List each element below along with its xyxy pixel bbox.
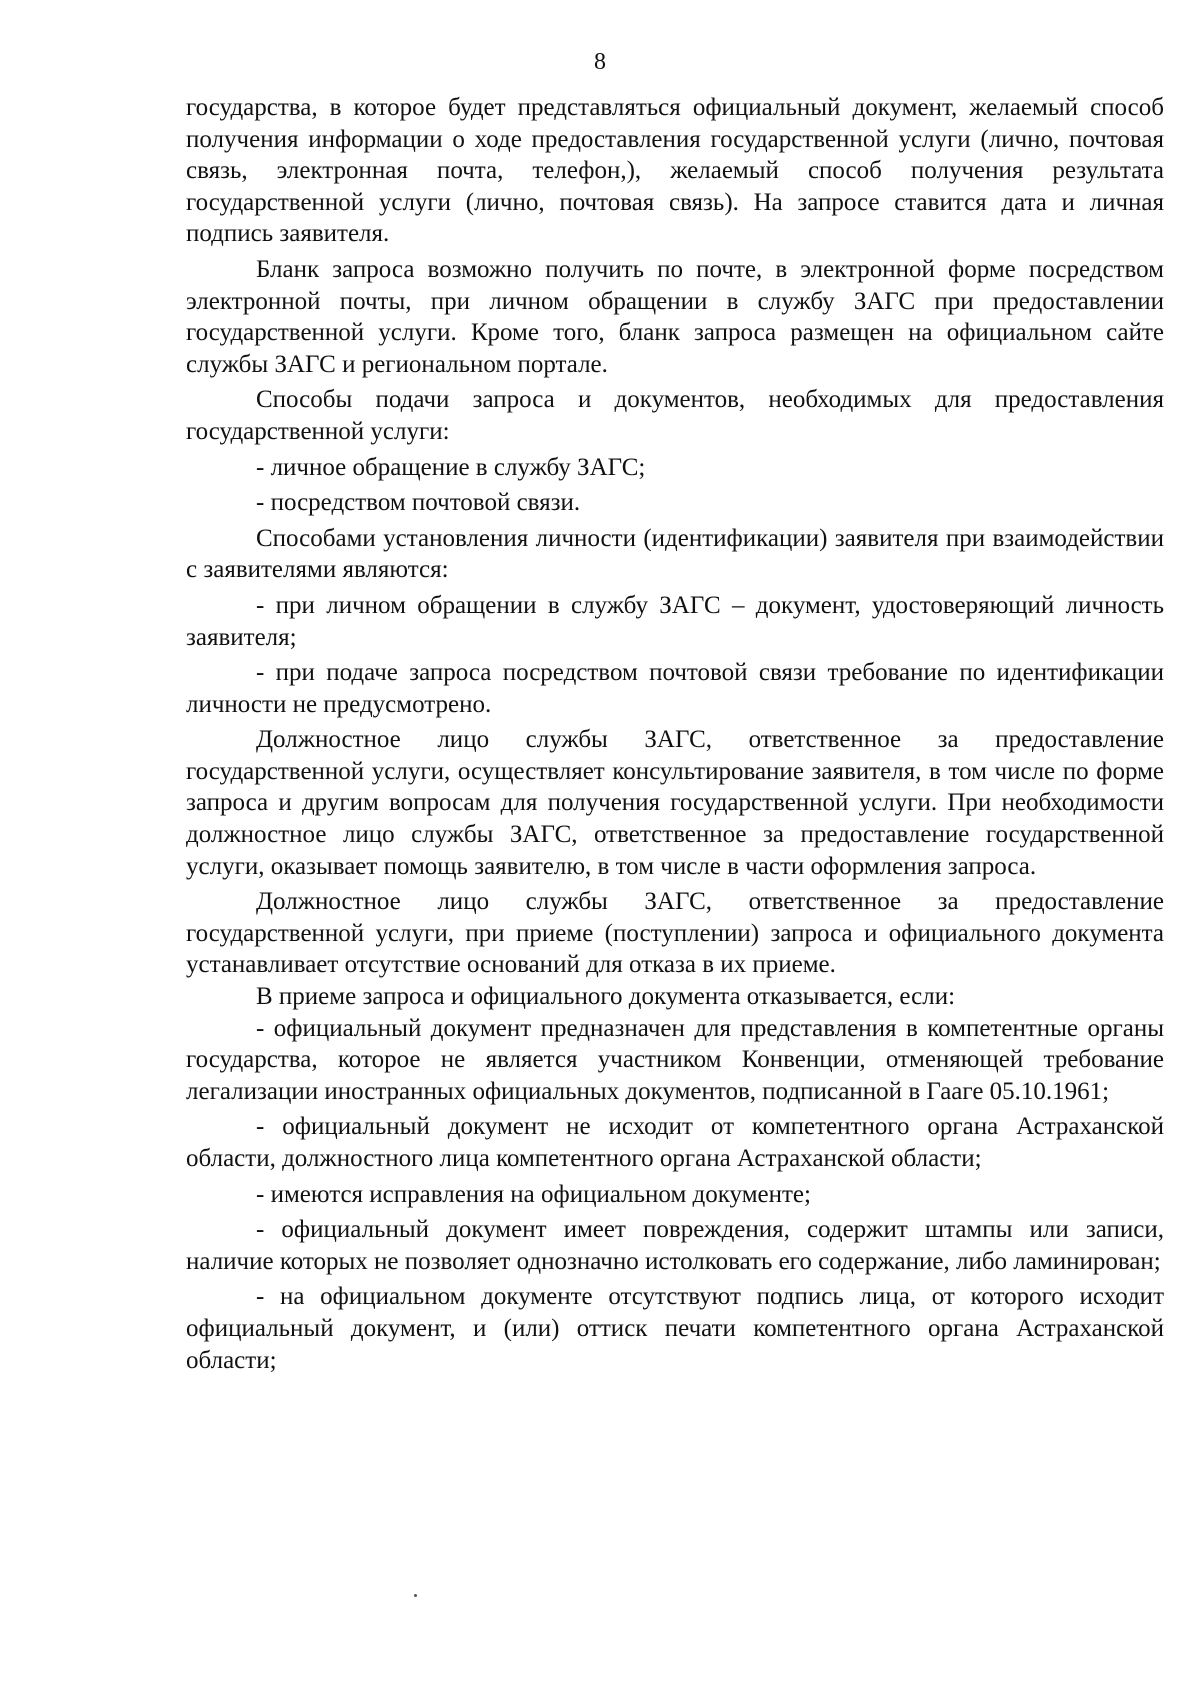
paragraph-identification-methods: Способами установления личности (идентификации) заявителя при взаимодействии с заявителями являются: — [186, 524, 1164, 584]
paragraph-request-form: Бланк запроса возможно получить по почте, в электронной форме посредством электронной почты, при личном обращении в службу ЗАГС при предоставлении государственной услуги. Кроме того, бланк запроса размещен на официальном сайте службы ЗАГС и региональном портале. — [186, 255, 1164, 378]
list-item-refusal-convention: - официальный документ предназначен для представления в компетентные органы государства, которое не является участником Конвенции, отменяющей требование легализации иностранных официальных документов, подписанной в Гааге 05.10.1961; — [186, 1014, 1164, 1105]
list-item-personal-visit: - личное обращение в службу ЗАГС; — [256, 453, 646, 481]
paragraph-reception-check: Должностное лицо службы ЗАГС, ответственное за предоставление государственной услуги, при приеме (поступлении) запроса и официального документа устанавливает отсутствие оснований для отказа в их приеме. — [186, 888, 1164, 979]
paragraph-consultation: Должностное лицо службы ЗАГС, ответственное за предоставление государственной услуги, осуществляет консультирование заявителя, в том числе по форме запроса и другим вопросам для получения государственной услуги. При необходимости должностное лицо службы ЗАГС, ответственное за предоставление государственной услуги, оказывает помощь заявителю, в том числе в части оформления запроса. — [186, 726, 1164, 880]
document-body — [186, 92, 1164, 1376]
list-item-identification-personal: - при личном обращении в службу ЗАГС – документ, удостоверяющий личность заявителя; — [186, 591, 1164, 651]
list-item-identification-postal: - при подаче запроса посредством почтовой связи требование по идентификации личности не предусмотрено. — [186, 659, 1164, 718]
paragraph-refusal-intro: В приеме запроса и официального документа отказывается, если: — [256, 983, 956, 1011]
list-item-refusal-damage: - официальный документ имеет повреждения, содержит штампы или записи, наличие которых не позволяет однозначно истолковать его содержание, либо ламинирован; — [186, 1216, 1164, 1275]
list-item-refusal-corrections: - имеются исправления на официальном документе; — [256, 1180, 811, 1208]
list-item-postal: - посредством почтовой связи. — [256, 489, 581, 517]
list-item-refusal-signature: - на официальном документе отсутствуют подпись лица, от которого исходит официальный документ, и (или) оттиск печати компетентного органа Астраханской области; — [186, 1283, 1164, 1374]
list-item-refusal-authority: - официальный документ не исходит от компетентного органа Астраханской области, должностного лица компетентного органа Астраханской области; — [186, 1113, 1164, 1172]
scan-speck — [414, 1594, 417, 1597]
paragraph-submission-methods: Способы подачи запроса и документов, необходимых для предоставления государственной услуги: — [186, 386, 1164, 445]
paragraph-continuation: государства, в которое будет представляться официальный документ, желаемый способ получения информации о ходе предоставления государственной услуги (лично, почтовая связь, электронная почта, телефон,), желаемый способ получения результата государственной услуги (лично, почтовая связь). На запросе ставится дата и личная подпись заявителя. — [186, 94, 1164, 248]
page-number: 8 — [594, 49, 606, 75]
